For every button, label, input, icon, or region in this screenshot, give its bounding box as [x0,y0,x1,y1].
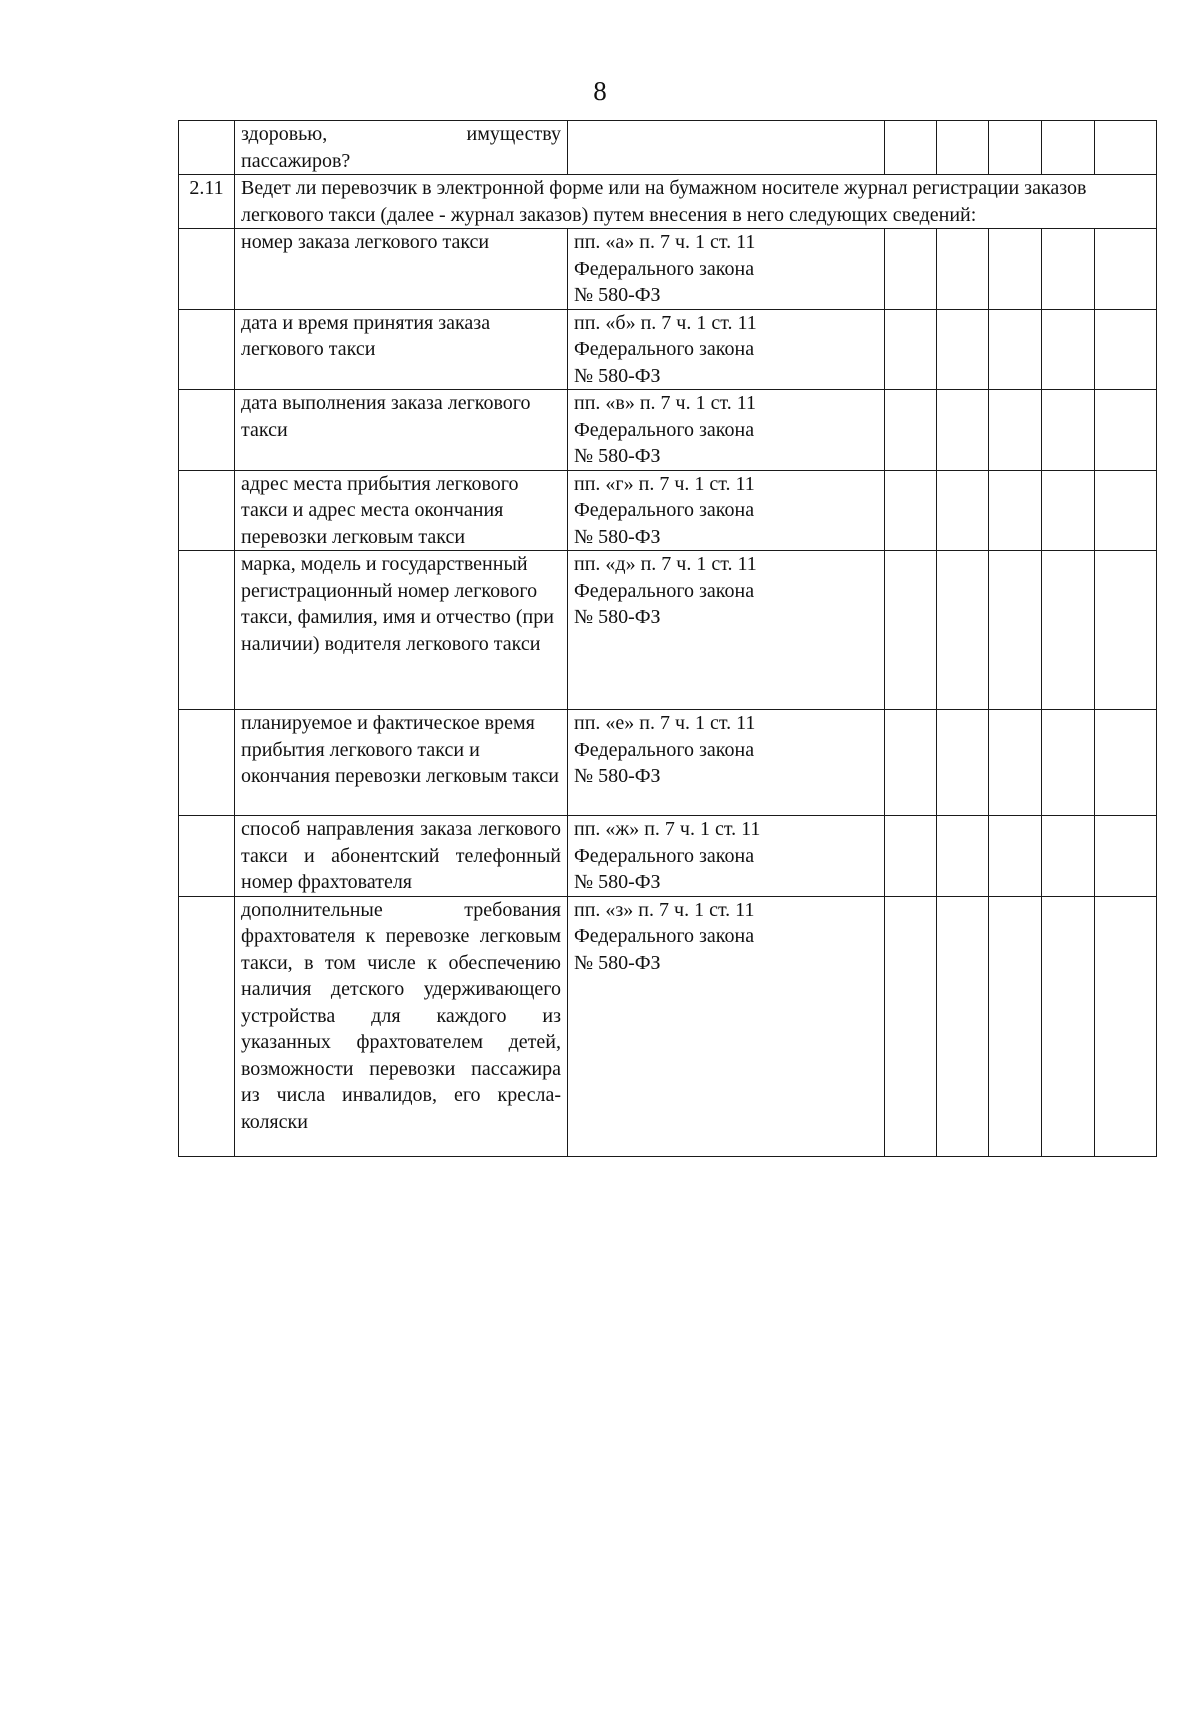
question-cell [235,121,568,175]
table-row [179,309,1157,390]
legal-reference-cell [568,710,885,816]
item-number-cell [179,551,235,710]
answer-cell [885,710,937,816]
legal-reference-cell [568,896,885,1156]
comment-cell [1095,551,1157,710]
item-number-cell [179,710,235,816]
question-cell: дата выполнения заказа легкового такси [235,390,568,471]
legal-line: Федерального закона [574,844,755,867]
table-row [179,470,1157,551]
table-row [179,229,1157,310]
answer-cell [885,229,937,310]
answer-cell [1042,309,1095,390]
comment-cell [1095,121,1157,175]
answer-cell [937,229,989,310]
answer-cell [1042,229,1095,310]
answer-cell [1042,710,1095,816]
answer-cell [1042,390,1095,471]
legal-reference-cell [568,121,885,175]
answer-cell [1042,121,1095,175]
comment-cell [1095,309,1157,390]
item-number-cell [179,229,235,310]
checklist-table [178,120,1157,1157]
table-row [179,551,1157,710]
comment-cell [1095,390,1157,471]
answer-cell [885,896,937,1156]
legal-line: Федерального закона [574,738,755,761]
comment-cell [1095,470,1157,551]
legal-line: Федерального закона [574,499,755,521]
legal-line: пп. «в» п. 7 ч. 1 ст. 11 [574,392,756,414]
legal-line: пп. «з» п. 7 ч. 1 ст. 11 [574,898,755,921]
answer-cell [989,229,1042,310]
answer-cell [937,470,989,551]
legal-reference-cell [568,229,885,310]
answer-cell [885,470,937,551]
question-cell: способ направления заказа легкового такси и абонентский телефонный номер фрахтователя [235,816,568,897]
answer-cell [885,551,937,710]
answer-cell [937,710,989,816]
section-question-cell: Ведет ли перевозчик в электронной форме или на бумажном носителе журнал регистрации заказов легкового такси (далее - журнал заказов) путем внесения в него следующих сведений: [235,175,1157,229]
page-number: 8 [593,76,607,106]
item-number-cell [179,470,235,551]
answer-cell [937,309,989,390]
legal-reference-cell [568,816,885,897]
answer-cell [989,551,1042,710]
answer-cell [885,121,937,175]
question-cell: марка, модель и государственный регистрационный номер легкового такси, фамилия, имя и отчество (при наличии) водителя легкового такси [235,551,568,710]
question-word: имуществу [466,123,561,145]
legal-line: пп. «б» п. 7 ч. 1 ст. 11 [574,311,757,334]
answer-cell [885,390,937,471]
answer-cell [885,309,937,390]
question-cell: адрес места прибытия легкового такси и адрес места окончания перевозки легковым такси [235,470,568,551]
answer-cell [989,390,1042,471]
legal-line: пп. «а» п. 7 ч. 1 ст. 11 [574,231,756,253]
table-row [179,816,1157,897]
item-number-cell [179,121,235,175]
table-row [179,710,1157,816]
comment-cell [1095,896,1157,1156]
legal-line: пп. «д» п. 7 ч. 1 ст. 11 [574,553,757,575]
item-number-cell [179,816,235,897]
answer-cell [937,551,989,710]
legal-line: Федерального закона [574,338,755,360]
legal-line: № 580-ФЗ [574,765,661,787]
table-row [179,896,1157,1156]
answer-cell [989,816,1042,897]
answer-cell [1042,470,1095,551]
legal-line: № 580-ФЗ [574,364,661,387]
legal-line: № 580-ФЗ [574,284,661,306]
legal-reference-cell [568,390,885,471]
question-cell: номер заказа легкового такси [235,229,568,310]
table-row-section [179,175,1157,229]
legal-reference-cell [568,470,885,551]
legal-line: № 580-ФЗ [574,871,661,893]
item-number-cell: 2.11 [179,175,235,229]
legal-line: Федерального закона [574,579,755,602]
question-cell: дополнительные требования фрахтователя к перевозке легковым такси, в том числе к обеспечению наличия детского удерживающего устройства для каждого из указанных фрахтователем детей, возможности перевозки пассажира из числа инвалидов, его кресла-коляски [235,896,568,1156]
answer-cell [989,470,1042,551]
answer-cell [1042,896,1095,1156]
question-line [241,121,561,148]
answer-cell [989,710,1042,816]
answer-cell [989,309,1042,390]
legal-line: № 580-ФЗ [574,525,661,548]
item-number-cell [179,390,235,471]
item-number-cell [179,309,235,390]
legal-reference-cell [568,551,885,710]
question-cell: планируемое и фактическое время прибытия легкового такси и окончания перевозки легковым такси [235,710,568,816]
legal-line: пп. «е» п. 7 ч. 1 ст. 11 [574,712,756,734]
legal-line: Федерального закона [574,257,755,280]
answer-cell [937,390,989,471]
comment-cell [1095,816,1157,897]
answer-cell [1042,551,1095,710]
answer-cell [989,896,1042,1156]
table-row-continued [179,121,1157,175]
question-cell: дата и время принятия заказа легкового такси [235,309,568,390]
question-line: пассажиров? [241,149,351,172]
answer-cell [885,816,937,897]
answer-cell [937,121,989,175]
comment-cell [1095,229,1157,310]
question-word: здоровью, [241,123,328,145]
legal-line: пп. «ж» п. 7 ч. 1 ст. 11 [574,818,761,840]
item-number-cell [179,896,235,1156]
legal-line: № 580-ФЗ [574,606,661,628]
legal-line: пп. «г» п. 7 ч. 1 ст. 11 [574,472,755,495]
legal-line: № 580-ФЗ [574,951,661,974]
answer-cell [1042,816,1095,897]
legal-line: № 580-ФЗ [574,445,661,467]
answer-cell [989,121,1042,175]
legal-reference-cell [568,309,885,390]
answer-cell [937,816,989,897]
legal-line: Федерального закона [574,418,755,441]
table-row [179,390,1157,471]
comment-cell [1095,710,1157,816]
answer-cell [937,896,989,1156]
legal-line: Федерального закона [574,925,755,947]
